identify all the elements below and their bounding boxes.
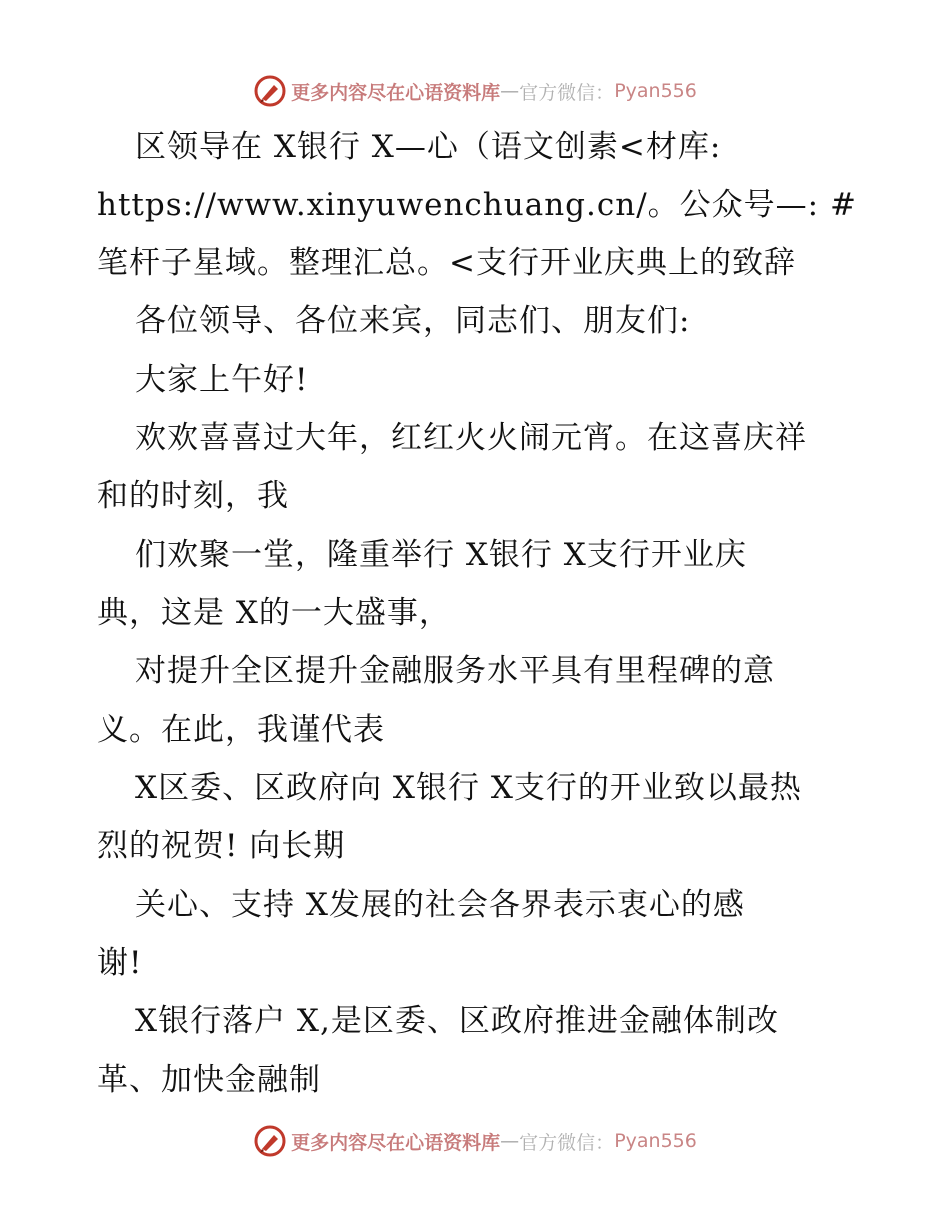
watermark-main-text: 更多内容尽在心语资料库 [291, 81, 501, 104]
watermark-footer [0, 1121, 950, 1161]
pen-logo-icon [253, 74, 287, 108]
greeting: 大家上午好! [135, 362, 309, 398]
paragraph-line: 关心、支持 X发展的社会各界表示衷心的感 [135, 887, 745, 923]
watermark-wechat-label: 官方微信： [519, 1131, 615, 1154]
watermark-account: Pyan556 [614, 1130, 697, 1152]
title-line-3: 笔杆子星域。整理汇总。<支行开业庆典上的致辞 [97, 245, 796, 281]
paragraph-line: 谢! [97, 945, 143, 981]
paragraph-line: 们欢聚一堂，隆重举行 X银行 X支行开业庆 [135, 537, 747, 573]
paragraph-line: 典，这是 X的一大盛事， [97, 595, 451, 631]
watermark-dash: — [500, 1130, 520, 1152]
title-line-2: https://www.xinyuwenchuang.cn/。公众号—: # [97, 187, 857, 223]
watermark-account: Pyan556 [614, 80, 697, 102]
paragraph-line: 对提升全区提升金融服务水平具有里程碑的意 [135, 653, 775, 689]
watermark-dash: — [500, 80, 520, 102]
watermark-wechat-label: 官方微信： [519, 81, 615, 104]
paragraph-line: 和的时刻，我 [97, 478, 289, 514]
paragraph-line: 义。在此，我谨代表 [97, 712, 385, 748]
pen-logo-icon [253, 1124, 287, 1158]
title-line-1: 区领导在 X银行 X—心（语文创素<材库: [135, 129, 722, 165]
paragraph-line: X区委、区政府向 X银行 X支行的开业致以最热 [135, 770, 802, 806]
paragraph-line: X银行落户 X,是区委、区政府推进金融体制改 [135, 1003, 779, 1039]
paragraph-line: 烈的祝贺! 向长期 [97, 828, 346, 864]
watermark-main-text: 更多内容尽在心语资料库 [291, 1131, 501, 1154]
watermark-header [0, 71, 950, 111]
paragraph-line: 革、加快金融制 [97, 1062, 321, 1098]
paragraph-line: 欢欢喜喜过大年，红红火火闹元宵。在这喜庆祥 [135, 420, 807, 456]
salutation: 各位领导、各位来宾，同志们、朋友们: [135, 303, 691, 339]
